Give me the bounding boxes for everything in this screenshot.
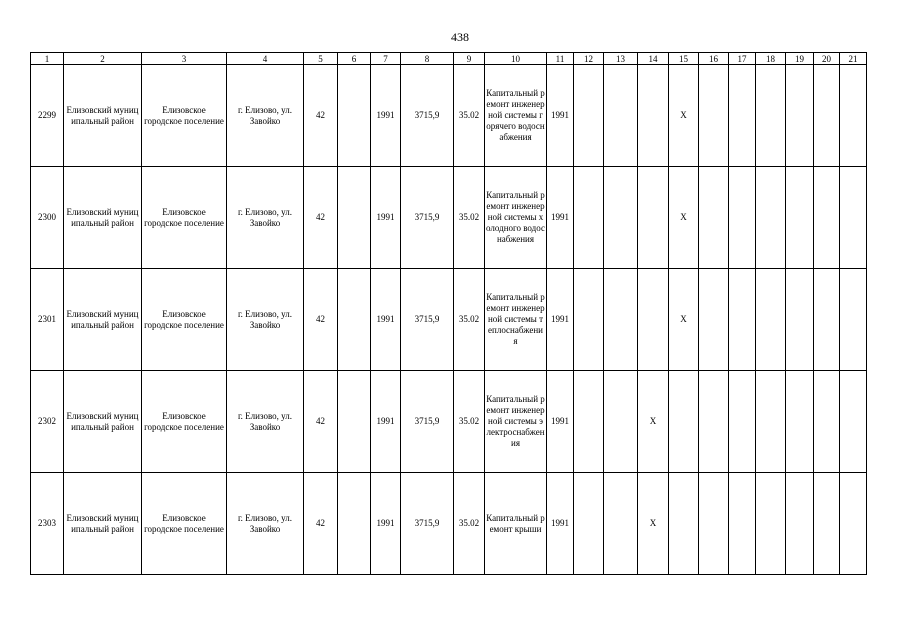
table-cell-col-17 [729,473,756,575]
table-cell-col-6 [338,167,371,269]
table-cell-col-16 [699,371,729,473]
table-cell-col-13 [604,371,638,473]
table-cell-col-21 [840,473,867,575]
table-cell-col-18 [756,65,786,167]
table-cell-col-9: 35.02 [454,473,485,575]
registry-table [30,52,867,575]
column-header-4: 4 [227,53,304,65]
column-header-19: 19 [786,53,814,65]
table-cell-col-13 [604,65,638,167]
table-cell-col-12 [574,269,604,371]
table-cell-col-1: 2299 [31,65,64,167]
table-cell-col-1: 2302 [31,371,64,473]
table-cell-col-16 [699,269,729,371]
table-cell-col-5: 42 [304,167,338,269]
table-row [31,371,867,473]
table-cell-col-15 [669,473,699,575]
table-row [31,167,867,269]
table-cell-col-7: 1991 [371,65,401,167]
table-cell-col-19 [786,167,814,269]
table-cell-col-19 [786,269,814,371]
table-cell-col-15: X [669,65,699,167]
table-cell-col-14: X [638,473,669,575]
column-header-11: 11 [547,53,574,65]
table-cell-col-16 [699,167,729,269]
table-cell-col-7: 1991 [371,371,401,473]
table-cell-col-8: 3715,9 [401,65,454,167]
table-cell-col-11: 1991 [547,269,574,371]
table-row [31,65,867,167]
column-header-5: 5 [304,53,338,65]
table-cell-col-19 [786,371,814,473]
table-cell-col-11: 1991 [547,371,574,473]
table-cell-col-13 [604,167,638,269]
table-cell-col-1: 2303 [31,473,64,575]
table-cell-col-5: 42 [304,371,338,473]
table-cell-col-12 [574,473,604,575]
table-cell-col-21 [840,371,867,473]
column-header-8: 8 [401,53,454,65]
column-header-17: 17 [729,53,756,65]
table-cell-col-2: Елизовский муниципальный район [64,269,142,371]
table-cell-col-18 [756,371,786,473]
table-cell-col-11: 1991 [547,65,574,167]
table-cell-col-4: г. Елизово, ул. Завойко [227,371,304,473]
table-cell-col-13 [604,269,638,371]
table-cell-col-16 [699,473,729,575]
table-cell-col-21 [840,269,867,371]
table-cell-col-3: Елизовское городское поселение [142,167,227,269]
table-cell-col-21 [840,167,867,269]
header-row [31,53,867,65]
table-cell-col-17 [729,167,756,269]
table-cell-col-9: 35.02 [454,371,485,473]
column-header-7: 7 [371,53,401,65]
table-cell-col-20 [814,65,840,167]
table-cell-col-13 [604,473,638,575]
column-header-9: 9 [454,53,485,65]
table-cell-col-14: X [638,371,669,473]
table-cell-col-10: Капитальный ремонт инженерной системы теплоснабжения [485,269,547,371]
table-cell-col-10: Капитальный ремонт крыши [485,473,547,575]
column-header-14: 14 [638,53,669,65]
table-cell-col-9: 35.02 [454,65,485,167]
table-row [31,473,867,575]
column-header-2: 2 [64,53,142,65]
table-cell-col-6 [338,371,371,473]
table-cell-col-9: 35.02 [454,269,485,371]
table-body [31,65,867,575]
table-cell-col-19 [786,473,814,575]
table-cell-col-3: Елизовское городское поселение [142,65,227,167]
table-cell-col-17 [729,269,756,371]
table-cell-col-3: Елизовское городское поселение [142,269,227,371]
table-cell-col-7: 1991 [371,167,401,269]
table-cell-col-4: г. Елизово, ул. Завойко [227,65,304,167]
column-header-20: 20 [814,53,840,65]
table-cell-col-1: 2300 [31,167,64,269]
table-cell-col-19 [786,65,814,167]
column-header-16: 16 [699,53,729,65]
table-cell-col-15 [669,371,699,473]
table-cell-col-4: г. Елизово, ул. Завойко [227,167,304,269]
table-cell-col-4: г. Елизово, ул. Завойко [227,269,304,371]
table-cell-col-12 [574,167,604,269]
table-cell-col-8: 3715,9 [401,269,454,371]
table-cell-col-8: 3715,9 [401,473,454,575]
table-cell-col-15: X [669,167,699,269]
table-cell-col-14 [638,65,669,167]
table-cell-col-4: г. Елизово, ул. Завойко [227,473,304,575]
column-header-6: 6 [338,53,371,65]
table-cell-col-20 [814,167,840,269]
column-header-21: 21 [840,53,867,65]
table-cell-col-10: Капитальный ремонт инженерной системы горячего водоснабжения [485,65,547,167]
table-cell-col-21 [840,65,867,167]
table-cell-col-20 [814,473,840,575]
table-cell-col-10: Капитальный ремонт инженерной системы электроснабжения [485,371,547,473]
table-cell-col-16 [699,65,729,167]
column-header-3: 3 [142,53,227,65]
column-header-1: 1 [31,53,64,65]
table-cell-col-1: 2301 [31,269,64,371]
table-cell-col-5: 42 [304,473,338,575]
column-header-18: 18 [756,53,786,65]
table-cell-col-17 [729,371,756,473]
table-cell-col-11: 1991 [547,473,574,575]
table-cell-col-2: Елизовский муниципальный район [64,473,142,575]
table-cell-col-8: 3715,9 [401,167,454,269]
table-cell-col-2: Елизовский муниципальный район [64,65,142,167]
table-cell-col-2: Елизовский муниципальный район [64,167,142,269]
table-cell-col-17 [729,65,756,167]
table-cell-col-6 [338,65,371,167]
table-cell-col-8: 3715,9 [401,371,454,473]
table-cell-col-18 [756,269,786,371]
table-cell-col-6 [338,473,371,575]
table-cell-col-18 [756,473,786,575]
table-cell-col-10: Капитальный ремонт инженерной системы холодного водоснабжения [485,167,547,269]
table-cell-col-14 [638,269,669,371]
table-cell-col-5: 42 [304,269,338,371]
table-cell-col-5: 42 [304,65,338,167]
column-header-10: 10 [485,53,547,65]
table-cell-col-18 [756,167,786,269]
table-cell-col-3: Елизовское городское поселение [142,371,227,473]
table-row [31,269,867,371]
column-header-13: 13 [604,53,638,65]
table-cell-col-7: 1991 [371,269,401,371]
table-cell-col-11: 1991 [547,167,574,269]
table-cell-col-15: X [669,269,699,371]
table-cell-col-2: Елизовский муниципальный район [64,371,142,473]
table-cell-col-20 [814,269,840,371]
table-cell-col-6 [338,269,371,371]
table-cell-col-12 [574,65,604,167]
table-cell-col-20 [814,371,840,473]
table-cell-col-7: 1991 [371,473,401,575]
table-cell-col-14 [638,167,669,269]
table-cell-col-9: 35.02 [454,167,485,269]
table-cell-col-12 [574,371,604,473]
column-header-15: 15 [669,53,699,65]
column-header-12: 12 [574,53,604,65]
table-cell-col-3: Елизовское городское поселение [142,473,227,575]
page-number: 438 [451,30,469,44]
